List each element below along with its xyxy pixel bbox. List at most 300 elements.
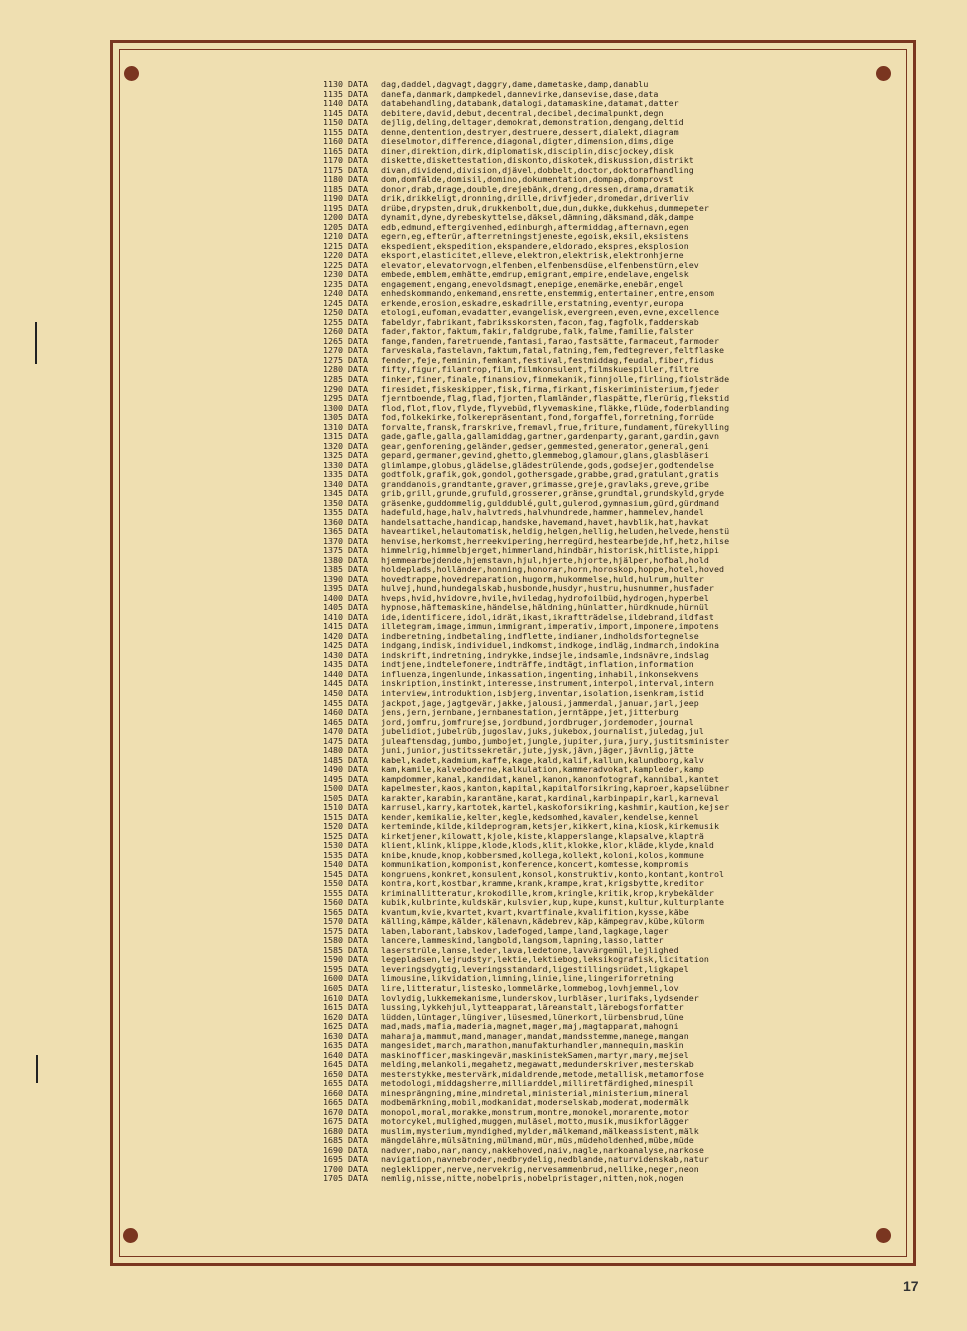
- data-keyword: DATA: [348, 611, 368, 622]
- data-keyword: DATA: [348, 1154, 368, 1165]
- word-list: limousine,likvidation,limning,linie,line,lingeriforretning: [381, 973, 674, 984]
- word-list: fange,fanden,faretruende,fantasi,farao,fastsätte,farmaceut,farmoder: [381, 335, 720, 346]
- word-list: lancere,lammeskind,langbold,langsom,lapning,lasso,latter: [381, 935, 664, 946]
- data-keyword: DATA: [348, 469, 368, 480]
- data-keyword: DATA: [348, 1030, 368, 1041]
- line-number: 1160: [323, 136, 343, 147]
- data-keyword: DATA: [348, 1002, 368, 1013]
- data-keyword: DATA: [348, 136, 368, 147]
- word-list: henvise,herkomst,herreekvipering,herregürd,hestearbejde,hf,hetz,hilse: [381, 535, 730, 546]
- data-keyword: DATA: [348, 973, 368, 984]
- line-number: 1630: [323, 1030, 343, 1041]
- line-number: 1420: [323, 630, 343, 641]
- data-keyword: DATA: [348, 1116, 368, 1127]
- word-list: kampdommer,kanal,kandidat,kanel,kanon,kanonfotograf,kannibal,kantet: [381, 773, 720, 784]
- line-number: 1155: [323, 126, 343, 137]
- word-list: karrusel,karry,kartotek,kartel,kaskoforsikring,kashmir,kaution,kejser: [381, 802, 730, 813]
- listing-line: [318, 1174, 788, 1184]
- line-number: 1205: [323, 221, 343, 232]
- line-number: 1295: [323, 393, 343, 404]
- line-number: 1250: [323, 307, 343, 318]
- word-list: gear,genforening,geländer,gedser,gemmested,generator,general,geni: [381, 440, 709, 451]
- line-number: 1350: [323, 497, 343, 508]
- word-list: juni,junior,justitssekretär,jute,jysk,jävn,jäger,jävnlig,jätte: [381, 745, 694, 756]
- line-number: 1240: [323, 288, 343, 299]
- data-keyword: DATA: [348, 79, 368, 89]
- data-keyword: DATA: [348, 992, 368, 1003]
- line-number: 1325: [323, 450, 343, 461]
- line-number: 1235: [323, 278, 343, 289]
- data-keyword: DATA: [348, 316, 368, 327]
- data-keyword: DATA: [348, 897, 368, 908]
- data-keyword: DATA: [348, 792, 368, 803]
- line-number: 1130: [323, 79, 343, 89]
- line-number: 1640: [323, 1049, 343, 1060]
- data-keyword: DATA: [348, 659, 368, 670]
- word-list: enhedskommando,enkemand,ensrette,enstemmig,entertainer,entre,ensom: [381, 288, 714, 299]
- word-list: hypnose,häftemaskine,händelse,häldning,hünlatter,hürdknude,hürnül: [381, 602, 709, 613]
- word-list: donor,drab,drage,double,drejebänk,dreng,dressen,drama,dramatik: [381, 183, 694, 194]
- binder-hole-bottom-left-icon: [123, 1228, 138, 1243]
- line-number: 1675: [323, 1116, 343, 1127]
- data-keyword: DATA: [348, 878, 368, 889]
- data-keyword: DATA: [348, 364, 368, 375]
- data-keyword: DATA: [348, 231, 368, 242]
- data-keyword: DATA: [348, 688, 368, 698]
- binder-hole-top-left-icon: [124, 66, 139, 81]
- line-number: 1285: [323, 373, 343, 384]
- word-list: databehandling,databank,datalogi,datamaskine,datamat,datter: [381, 98, 679, 109]
- data-keyword: DATA: [348, 212, 368, 223]
- line-number: 1380: [323, 554, 343, 565]
- word-list: legepladsen,lejrudstyr,lektie,lektiebog,leksikografisk,licitation: [381, 954, 709, 965]
- word-list: illetegram,image,immun,immigrant,imperativ,import,imponere,impotens: [381, 621, 720, 632]
- word-list: negleklipper,nerve,nervekrig,nervesammenbrud,nellike,neger,neon: [381, 1163, 699, 1174]
- data-keyword: DATA: [348, 450, 368, 461]
- word-list: interview,introduktion,isbjerg,inventar,isolation,isenkram,istid: [381, 688, 704, 698]
- data-keyword: DATA: [348, 1144, 368, 1155]
- word-list: dejlig,deling,deltager,demokrat,demonstration,dengang,deltid: [381, 117, 684, 128]
- word-list: gade,gafle,galla,gallamiddag,gartner,gardenparty,garant,gardin,gavn: [381, 431, 720, 442]
- word-list: drik,drikkeligt,dronning,drille,drivfjeder,dromedar,driverliv: [381, 193, 689, 204]
- line-number: 1430: [323, 649, 343, 660]
- word-list: danefa,danmark,dampkedel,dannevirke,dansevise,dase,data: [381, 88, 659, 99]
- data-keyword: DATA: [348, 126, 368, 137]
- line-number: 1320: [323, 440, 343, 451]
- data-keyword: DATA: [348, 745, 368, 756]
- word-list: hveps,hvid,hvidovre,hvile,hviledag,hydrofoilbüd,hydrogen,hyperbel: [381, 592, 709, 603]
- data-keyword: DATA: [348, 1087, 368, 1098]
- data-keyword: DATA: [348, 278, 368, 289]
- word-list: dom,domfälde,domisil,domino,dokumentation,dompap,domprovst: [381, 174, 674, 185]
- word-list: metodologi,middagsherre,milliarddel,milliretfärdighed,minespil: [381, 1078, 694, 1089]
- data-keyword: DATA: [348, 250, 368, 261]
- word-list: modbemärkning,mobil,modkanidat,moderselskab,moderat,modermälk: [381, 1097, 689, 1108]
- line-number: 1615: [323, 1002, 343, 1013]
- word-list: jackpot,jage,jagtgevär,jakke,jalousi,jammerdal,januar,jarl,jeep: [381, 697, 699, 708]
- line-number: 1290: [323, 383, 343, 394]
- line-number: 1560: [323, 897, 343, 908]
- data-keyword: DATA: [348, 1097, 368, 1108]
- word-list: haveartikel,helautomatisk,heldig,helgen,hellig,heluden,helvede,henstü: [381, 526, 730, 537]
- data-keyword: DATA: [348, 830, 368, 841]
- data-keyword: DATA: [348, 602, 368, 613]
- data-keyword: DATA: [348, 954, 368, 965]
- word-list: dag,daddel,dagvagt,daggry,dame,dametaske,damp,danablu: [381, 79, 649, 89]
- word-list: nemlig,nisse,nitte,nobelpris,nobelpristager,nitten,nok,nogen: [381, 1173, 684, 1184]
- data-keyword: DATA: [348, 887, 368, 898]
- data-keyword: DATA: [348, 193, 368, 204]
- line-number: 1520: [323, 821, 343, 832]
- data-keyword: DATA: [348, 174, 368, 185]
- data-keyword: DATA: [348, 982, 368, 993]
- word-list: ekspedient,ekspedition,ekspandere,eldorado,ekspres,eksplosion: [381, 240, 689, 251]
- line-number: 1360: [323, 516, 343, 527]
- data-keyword: DATA: [348, 735, 368, 746]
- line-number: 1450: [323, 688, 343, 698]
- data-keyword: DATA: [348, 98, 368, 109]
- word-list: mangesidet,march,marathon,manufakturhandler,mannequin,maskin: [381, 1040, 684, 1051]
- word-list: kubik,kulbrinte,kuldskär,kulsvier,kup,kupe,kunst,kultur,kulturplante: [381, 897, 725, 908]
- line-number: 1460: [323, 707, 343, 718]
- word-list: fender,feje,feminin,femkant,festival,festmiddag,feudal,fiber,fidus: [381, 354, 714, 365]
- word-list: fod,folkekirke,folkerepräsentant,fond,forgaffel,forretning,forrüde: [381, 412, 714, 423]
- word-list: klient,klink,klippe,klode,klods,klit,klokke,klor,kläde,klyde,knald: [381, 840, 714, 851]
- data-keyword: DATA: [348, 783, 368, 794]
- word-list: hadefuld,hage,halv,halvtreds,halvhundrede,hammer,hammelev,handel: [381, 507, 704, 518]
- line-number: 1195: [323, 202, 343, 213]
- line-number: 1165: [323, 145, 343, 156]
- data-keyword: DATA: [348, 944, 368, 955]
- line-number: 1530: [323, 840, 343, 851]
- word-list: divan,dividend,division,djävel,dobbelt,doctor,doktorafhandling: [381, 164, 694, 175]
- data-keyword: DATA: [348, 859, 368, 870]
- word-list: monopol,moral,morakke,monstrum,montre,monokel,morarente,motor: [381, 1106, 689, 1117]
- line-number: 1270: [323, 345, 343, 356]
- staple-mark-upper-icon: [35, 322, 37, 364]
- line-number: 1245: [323, 297, 343, 308]
- line-number: 1595: [323, 963, 343, 974]
- data-keyword: DATA: [348, 773, 368, 784]
- binder-hole-bottom-right-icon: [876, 1228, 891, 1243]
- line-number: 1580: [323, 935, 343, 946]
- data-keyword: DATA: [348, 478, 368, 489]
- line-number: 1645: [323, 1059, 343, 1070]
- line-number: 1275: [323, 354, 343, 365]
- data-keyword: DATA: [348, 621, 368, 632]
- data-keyword: DATA: [348, 240, 368, 251]
- data-keyword: DATA: [348, 373, 368, 384]
- word-list: lovlydig,lukkemekanisme,lunderskov,lurbläser,lurifaks,lydsender: [381, 992, 699, 1003]
- word-list: ide,identificere,idol,idrät,ikast,ikraftträdelse,ildebrand,ildfast: [381, 611, 714, 622]
- data-keyword: DATA: [348, 307, 368, 318]
- line-number: 1230: [323, 269, 343, 280]
- data-keyword: DATA: [348, 1125, 368, 1136]
- line-number: 1475: [323, 735, 343, 746]
- line-number: 1225: [323, 259, 343, 270]
- data-keyword: DATA: [348, 488, 368, 499]
- data-keyword: DATA: [348, 383, 368, 394]
- word-list: kontra,kort,kostbar,kramme,krank,krampe,krat,krigsbytte,kreditor: [381, 878, 704, 889]
- word-list: finker,finer,finale,finansiov,finmekanik,finnjolle,firling,fiolsträde: [381, 373, 730, 384]
- line-number: 1665: [323, 1097, 343, 1108]
- line-number: 1610: [323, 992, 343, 1003]
- data-keyword: DATA: [348, 935, 368, 946]
- word-list: eksport,elasticitet,elleve,elektron,elektrisk,elektronhjerne: [381, 250, 684, 261]
- line-number: 1490: [323, 764, 343, 775]
- word-list: hulvej,hund,hundegalskab,husbonde,husdyr,hustru,husnummer,husfader: [381, 583, 714, 594]
- line-number: 1425: [323, 640, 343, 651]
- data-keyword: DATA: [348, 221, 368, 232]
- data-keyword: DATA: [348, 707, 368, 718]
- word-list: erkende,erosion,eskadre,eskadrille,erstatning,eventyr,europa: [381, 297, 684, 308]
- line-number: 1695: [323, 1154, 343, 1165]
- line-number: 1140: [323, 98, 343, 109]
- data-keyword: DATA: [348, 1059, 368, 1070]
- word-list: jubelidiot,jubelrüb,jugoslav,juks,jukebox,journalist,juledag,jul: [381, 726, 704, 737]
- word-list: laben,laborant,labskov,ladefoged,lampe,land,lagkage,lager: [381, 925, 669, 936]
- line-number: 1355: [323, 507, 343, 518]
- word-list: kender,kemikalie,kelter,kegle,kedsomhed,kavaler,kendelse,kennel: [381, 811, 699, 822]
- word-list: dynamit,dyne,dyrebeskyttelse,däksel,dämning,däksmand,däk,dampe: [381, 212, 694, 223]
- data-keyword: DATA: [348, 145, 368, 156]
- word-list: lussing,lykkehjul,lytteapparat,läreanstalt,lärebogsforfatter: [381, 1002, 684, 1013]
- data-keyword: DATA: [348, 507, 368, 518]
- data-keyword: DATA: [348, 354, 368, 365]
- line-number: 1400: [323, 592, 343, 603]
- data-keyword: DATA: [348, 592, 368, 603]
- line-number: 1210: [323, 231, 343, 242]
- word-list: influenza,ingenlunde,inkassation,ingenting,inhabil,inkonsekvens: [381, 668, 699, 679]
- line-number: 1690: [323, 1144, 343, 1155]
- word-list: godtfolk,grafik,gok,gondol,gothersgade,grabbe,grad,gratulant,gratis: [381, 469, 720, 480]
- data-keyword: DATA: [348, 649, 368, 660]
- word-list: maskinofficer,maskingevär,maskinistekSamen,martyr,mary,mejsel: [381, 1049, 689, 1060]
- line-number: 1470: [323, 726, 343, 737]
- word-list: handelsattache,handicap,handske,havemand,havet,havblik,hat,havkat: [381, 516, 709, 527]
- data-keyword: DATA: [348, 554, 368, 565]
- line-number: 1390: [323, 573, 343, 584]
- line-number: 1305: [323, 412, 343, 423]
- line-number: 1375: [323, 545, 343, 556]
- data-keyword: DATA: [348, 906, 368, 917]
- line-number: 1370: [323, 535, 343, 546]
- word-list: gepard,germaner,gevind,ghetto,glemmebog,glamour,glans,glasbläseri: [381, 450, 709, 461]
- line-number: 1685: [323, 1135, 343, 1146]
- word-list: elevator,elevatorvogn,elfenben,elfenbensdüse,elfenbenstürn,elev: [381, 259, 699, 270]
- data-keyword: DATA: [348, 259, 368, 270]
- word-list: kabel,kadet,kadmium,kaffe,kage,kald,kalif,kallun,kalundborg,kalv: [381, 754, 704, 765]
- line-number: 1200: [323, 212, 343, 223]
- line-number: 1680: [323, 1125, 343, 1136]
- word-list: denne,dentention,destryer,destruere,dessert,dialekt,diagram: [381, 126, 679, 137]
- line-number: 1510: [323, 802, 343, 813]
- line-number: 1495: [323, 773, 343, 784]
- line-number: 1340: [323, 478, 343, 489]
- line-number: 1265: [323, 335, 343, 346]
- data-keyword: DATA: [348, 545, 368, 556]
- word-list: drübe,drypsten,druk,drukkenbolt,due,dun,dukke,dukkehus,dummepeter: [381, 202, 709, 213]
- data-keyword: DATA: [348, 1049, 368, 1060]
- word-list: kongruens,konkret,konsulent,konsol,konstruktiv,konto,kontant,kontrol: [381, 868, 725, 879]
- line-number: 1280: [323, 364, 343, 375]
- word-list: fifty,figur,filantrop,film,filmkonsulent,filmskuespiller,filtre: [381, 364, 699, 375]
- line-number: 1660: [323, 1087, 343, 1098]
- line-number: 1540: [323, 859, 343, 870]
- line-number: 1190: [323, 193, 343, 204]
- word-list: diskette,diskettestation,diskonto,diskotek,diskussion,distrikt: [381, 155, 694, 166]
- line-number: 1570: [323, 916, 343, 927]
- word-list: motorcykel,mulighed,muggen,muläsel,motto,musik,musikforlägger: [381, 1116, 689, 1127]
- word-list: embede,emblem,emhätte,emdrup,emigrant,empire,endelave,engelsk: [381, 269, 689, 280]
- word-list: kam,kamile,kalveboderne,kalkulation,kammeradvokat,kampleder,kamp: [381, 764, 704, 775]
- data-keyword: DATA: [348, 564, 368, 575]
- data-keyword: DATA: [348, 402, 368, 413]
- line-number: 1545: [323, 868, 343, 879]
- word-list: gräsenke,guddommelig,gulddublé,gult,gulerod,gymnasium,gürd,gürdmand: [381, 497, 720, 508]
- word-list: fabeldyr,fabrikant,fabriksskorsten,facon,fag,fagfolk,fadderskab: [381, 316, 699, 327]
- word-list: juleaftensdag,jumbo,jumbojet,jungle,jupiter,jura,jury,justitsminister: [381, 735, 730, 746]
- word-list: melding,melankoli,megahetz,megawatt,medunderskriver,mesterskab: [381, 1059, 694, 1070]
- line-number: 1300: [323, 402, 343, 413]
- word-list: indgang,indisk,individuel,indkomst,indkoge,indläg,indmarch,indokina: [381, 640, 720, 651]
- line-number: 1465: [323, 716, 343, 727]
- data-keyword: DATA: [348, 393, 368, 404]
- word-list: debitere,david,debut,decentral,decibel,decimalpunkt,degn: [381, 107, 664, 118]
- line-number: 1170: [323, 155, 343, 166]
- word-list: jens,jern,jernbane,jernbanestation,jerntäppe,jet,jitterburg: [381, 707, 679, 718]
- line-number: 1655: [323, 1078, 343, 1089]
- line-number: 1635: [323, 1040, 343, 1051]
- line-number: 1330: [323, 459, 343, 470]
- data-keyword: DATA: [348, 117, 368, 128]
- word-list: indtjene,indtelefonere,indträffe,indtägt,inflation,information: [381, 659, 694, 670]
- data-keyword: DATA: [348, 412, 368, 423]
- basic-data-listing: [318, 80, 788, 1184]
- line-number: 1590: [323, 954, 343, 965]
- word-list: mad,mads,mafia,maderia,magnet,mager,maj,magtapparat,mahogni: [381, 1021, 679, 1032]
- data-keyword: DATA: [348, 716, 368, 727]
- word-list: laserstrüle,lanse,leder,lava,ledetone,lavvärgemül,lejlighed: [381, 944, 679, 955]
- data-keyword: DATA: [348, 88, 368, 99]
- word-list: karakter,karabin,karantäne,karat,kardinal,karbinpapir,karl,karneval: [381, 792, 720, 803]
- line-number: 1600: [323, 973, 343, 984]
- line-number: 1705: [323, 1173, 343, 1184]
- binder-hole-top-right-icon: [876, 66, 891, 81]
- word-list: inskription,instinkt,interesse,instrument,interpol,interval,intern: [381, 678, 714, 689]
- line-number: 1385: [323, 564, 343, 575]
- line-number: 1535: [323, 849, 343, 860]
- word-list: minesprängning,mine,mindretal,ministerial,ministerium,mineral: [381, 1087, 689, 1098]
- word-list: kvantum,kvie,kvartet,kvart,kvartfinale,kvalifition,kysse,käbe: [381, 906, 689, 917]
- line-number: 1485: [323, 754, 343, 765]
- line-number: 1150: [323, 117, 343, 128]
- line-number: 1175: [323, 164, 343, 175]
- data-keyword: DATA: [348, 840, 368, 851]
- word-list: flod,flot,flov,flyde,flyvebüd,flyvemaskine,fläkke,flüde,foderblanding: [381, 402, 730, 413]
- line-number: 1260: [323, 326, 343, 337]
- data-keyword: DATA: [348, 916, 368, 927]
- data-keyword: DATA: [348, 269, 368, 280]
- line-number: 1500: [323, 783, 343, 794]
- word-list: indberetning,indbetaling,indflette,indianer,indholdsfortegnelse: [381, 630, 699, 641]
- word-list: dieselmotor,difference,diagonal,digter,dimension,dims,dige: [381, 136, 674, 147]
- data-keyword: DATA: [348, 678, 368, 689]
- data-keyword: DATA: [348, 288, 368, 299]
- word-list: lire,litteratur,listesko,lommelärke,lommebog,lovhjemmel,lov: [381, 982, 679, 993]
- line-number: 1620: [323, 1011, 343, 1022]
- line-number: 1335: [323, 469, 343, 480]
- line-number: 1315: [323, 431, 343, 442]
- word-list: edb,edmund,eftergivenhed,edinburgh,aftermiddag,afternavn,egen: [381, 221, 689, 232]
- data-keyword: DATA: [348, 573, 368, 584]
- word-list: farveskala,fastelavn,faktum,fatal,fatning,fem,fedtegrever,feltflaske: [381, 345, 725, 356]
- data-keyword: DATA: [348, 526, 368, 537]
- data-keyword: DATA: [348, 202, 368, 213]
- word-list: grib,grill,grunde,grufuld,grosserer,gränse,grundtal,grundskyld,gryde: [381, 488, 725, 499]
- line-number: 1180: [323, 174, 343, 185]
- data-keyword: DATA: [348, 1106, 368, 1117]
- line-number: 1185: [323, 183, 343, 194]
- data-keyword: DATA: [348, 697, 368, 708]
- word-list: navigation,navnebroder,nedbrydelig,nedblande,naturvidenskab,natur: [381, 1154, 709, 1165]
- line-number: 1440: [323, 668, 343, 679]
- line-number: 1555: [323, 887, 343, 898]
- data-keyword: DATA: [348, 754, 368, 765]
- word-list: hjemmearbejdende,hjemstavn,hjul,hjerte,hjorte,hjälper,hofbal,hold: [381, 554, 709, 565]
- line-number: 1410: [323, 611, 343, 622]
- line-number: 1550: [323, 878, 343, 889]
- word-list: nadver,nabo,nar,nancy,nakkehoved,naiv,nagle,narkoanalyse,narkose: [381, 1144, 704, 1155]
- data-keyword: DATA: [348, 802, 368, 813]
- data-keyword: DATA: [348, 925, 368, 936]
- word-list: holdeplads,holländer,honning,honorar,horn,horoskop,hoppe,hotel,hoved: [381, 564, 725, 575]
- data-keyword: DATA: [348, 459, 368, 470]
- data-keyword: DATA: [348, 764, 368, 775]
- data-keyword: DATA: [348, 183, 368, 194]
- word-list: fjerntboende,flag,flad,fjorten,flamländer,flaspätte,flerürig,flekstid: [381, 393, 730, 404]
- line-number: 1585: [323, 944, 343, 955]
- data-keyword: DATA: [348, 583, 368, 594]
- word-list: indskrift,indretning,indrykke,indsejle,indsamle,indsnävre,indslag: [381, 649, 709, 660]
- data-keyword: DATA: [348, 164, 368, 175]
- line-number: 1255: [323, 316, 343, 327]
- data-keyword: DATA: [348, 516, 368, 527]
- word-list: engagement,engang,enevoldsmagt,enepige,enemärke,enebär,engel: [381, 278, 684, 289]
- line-number: 1605: [323, 982, 343, 993]
- page-number: 17: [903, 1278, 919, 1294]
- word-list: granddanois,grandtante,graver,grimasse,greje,gravlaks,greve,gribe: [381, 478, 709, 489]
- word-list: etologi,eufoman,evadatter,evangelisk,evergreen,even,evne,excellence: [381, 307, 720, 318]
- word-list: kerteminde,kilde,kildeprogram,ketsjer,kikkert,kina,kiosk,kirkemusik: [381, 821, 720, 832]
- data-keyword: DATA: [348, 345, 368, 356]
- word-list: maharaja,mammut,mand,manager,mandat,mandsstemme,manege,mangan: [381, 1030, 689, 1041]
- data-keyword: DATA: [348, 107, 368, 118]
- data-keyword: DATA: [348, 849, 368, 860]
- data-keyword: DATA: [348, 1021, 368, 1032]
- data-keyword: DATA: [348, 1078, 368, 1089]
- data-keyword: DATA: [348, 421, 368, 432]
- data-keyword: DATA: [348, 726, 368, 737]
- line-number: 1435: [323, 659, 343, 670]
- word-list: källing,kämpe,kälder,kälenavn,kädebrev,käp,kämpegrav,kübe,külorm: [381, 916, 704, 927]
- word-list: knibe,knude,knop,kobbersmed,kollega,kollekt,koloni,kolos,kommune: [381, 849, 704, 860]
- line-number: 1650: [323, 1068, 343, 1079]
- data-keyword: DATA: [348, 1011, 368, 1022]
- line-number: 1345: [323, 488, 343, 499]
- word-list: kriminallitteratur,krokodille,krom,kringle,kritik,krop,krybekälder: [381, 887, 714, 898]
- data-keyword: DATA: [348, 1040, 368, 1051]
